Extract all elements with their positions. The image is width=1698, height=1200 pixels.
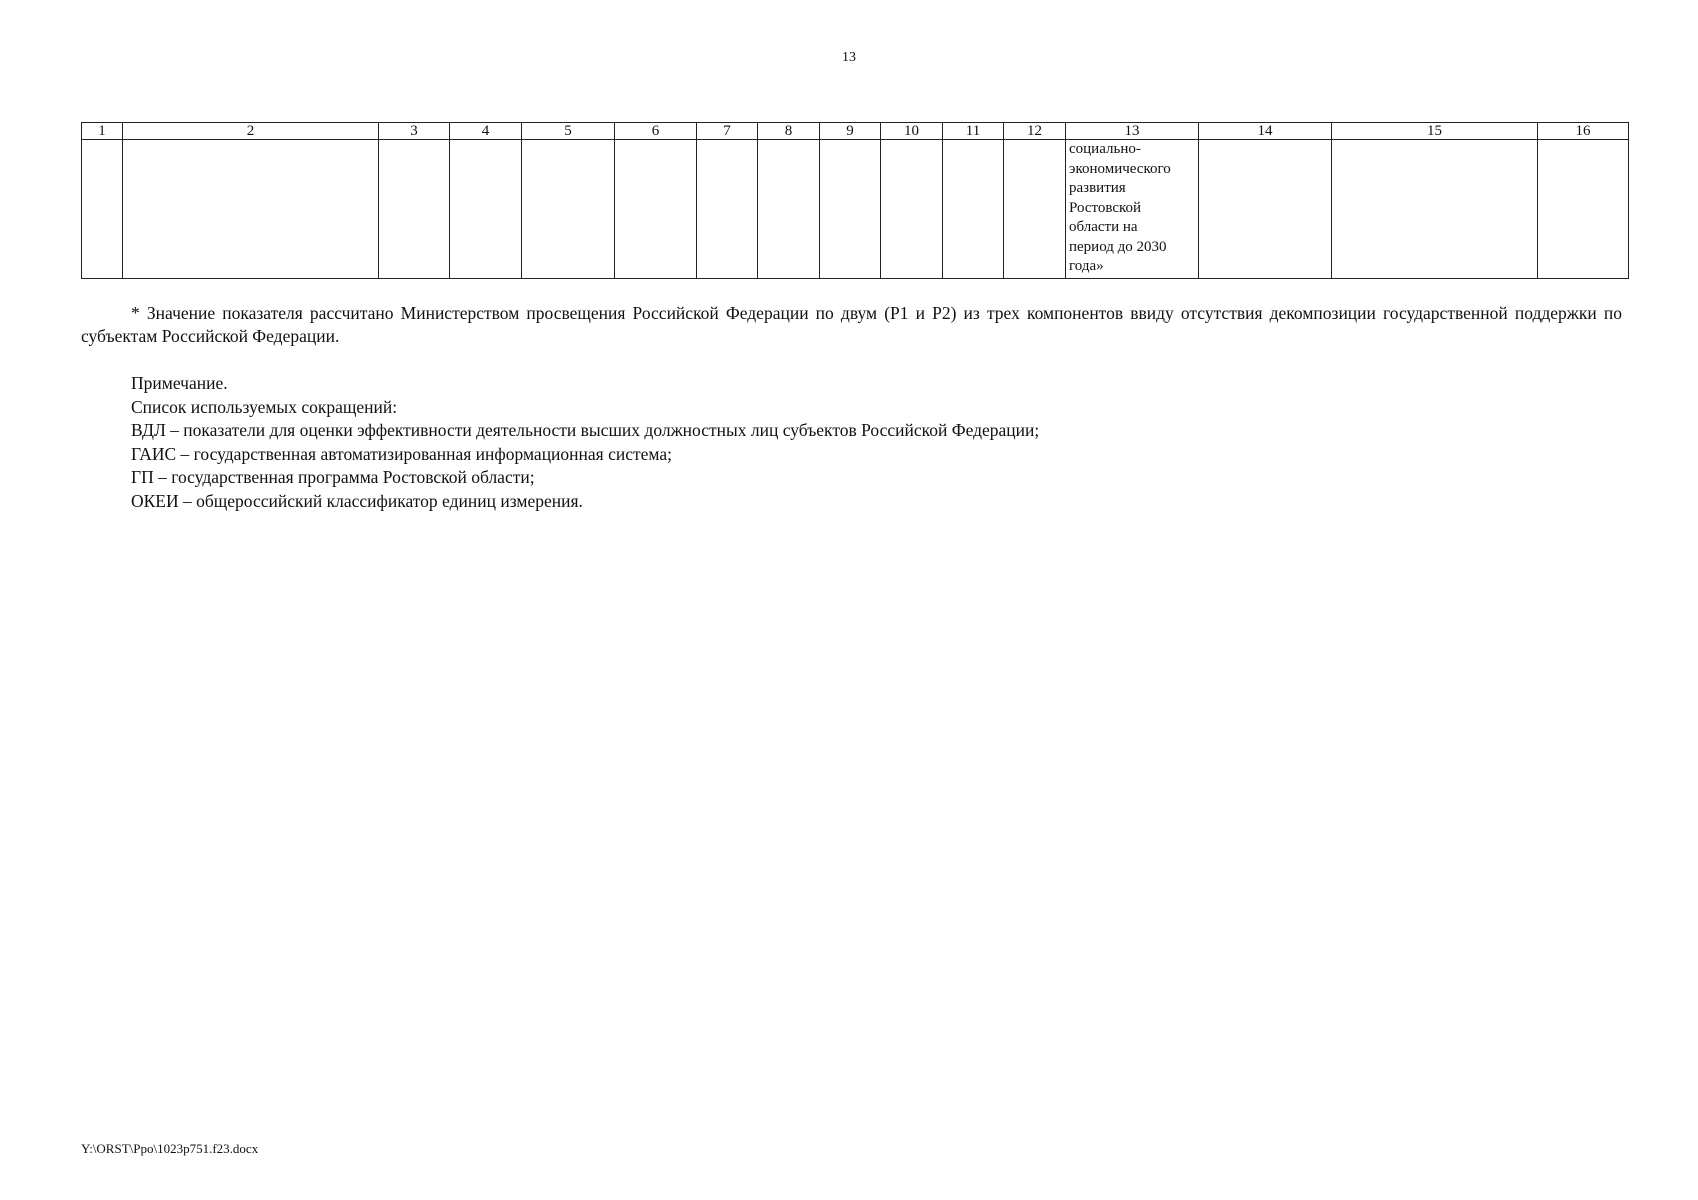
column-header: 2 — [123, 123, 379, 140]
table-cell — [450, 140, 522, 279]
table-cell — [123, 140, 379, 279]
table-cell — [758, 140, 820, 279]
column-header: 7 — [697, 123, 758, 140]
column-header: 1 — [82, 123, 123, 140]
page-number: 13 — [842, 50, 856, 65]
table-cell — [1538, 140, 1629, 279]
table-cell — [697, 140, 758, 279]
table-cell — [1004, 140, 1066, 279]
table-cell — [1199, 140, 1332, 279]
table-cell — [943, 140, 1004, 279]
column-header: 6 — [615, 123, 697, 140]
column-header: 5 — [522, 123, 615, 140]
abbreviation-item: ОКЕИ – общероссийский классификатор единиц измерения. — [131, 490, 583, 511]
abbreviation-item: ГАИС – государственная автоматизированная информационная система; — [131, 443, 672, 464]
abbreviation-item: ВДЛ – показатели для оценки эффективности деятельности высших должностных лиц субъектов Российской Федерации; — [131, 420, 1040, 440]
column-header: 11 — [943, 123, 1004, 140]
column-header: 3 — [379, 123, 450, 140]
table-cell — [1332, 140, 1538, 279]
column-header: 16 — [1538, 123, 1629, 140]
column-header: 13 — [1066, 123, 1199, 140]
table-cell — [522, 140, 615, 279]
cell-text: социально- экономического развития Ростовской области на период до 2030 года» — [1069, 141, 1171, 274]
table-cell — [379, 140, 450, 279]
table-cell — [820, 140, 881, 279]
column-header: 10 — [881, 123, 943, 140]
data-table — [81, 122, 1629, 279]
column-header: 8 — [758, 123, 820, 140]
table-row — [82, 140, 1629, 279]
table-cell — [1066, 140, 1199, 279]
notes-title: Примечание. — [131, 373, 228, 393]
column-header: 4 — [450, 123, 522, 140]
file-path: Y:\ORST\Ppo\1023p751.f23.docx — [81, 1141, 259, 1156]
table-cell — [82, 140, 123, 279]
column-header: 12 — [1004, 123, 1066, 140]
table-cell — [881, 140, 943, 279]
notes-section — [131, 372, 1531, 513]
footnote: * Значение показателя рассчитано Министерством просвещения Российской Федерации по двум (Р1 и Р2) из трех компонентов ввиду отсутствия декомпозиции государственной поддержки по субъектам Российской Федерации. — [81, 303, 1622, 346]
column-header: 14 — [1199, 123, 1332, 140]
abbreviations-heading: Список используемых сокращений: — [131, 396, 398, 417]
column-header: 15 — [1332, 123, 1538, 140]
table-cell — [615, 140, 697, 279]
table-header-row — [82, 123, 1629, 140]
abbreviation-item: ГП – государственная программа Ростовской области; — [131, 467, 535, 487]
column-header: 9 — [820, 123, 881, 140]
